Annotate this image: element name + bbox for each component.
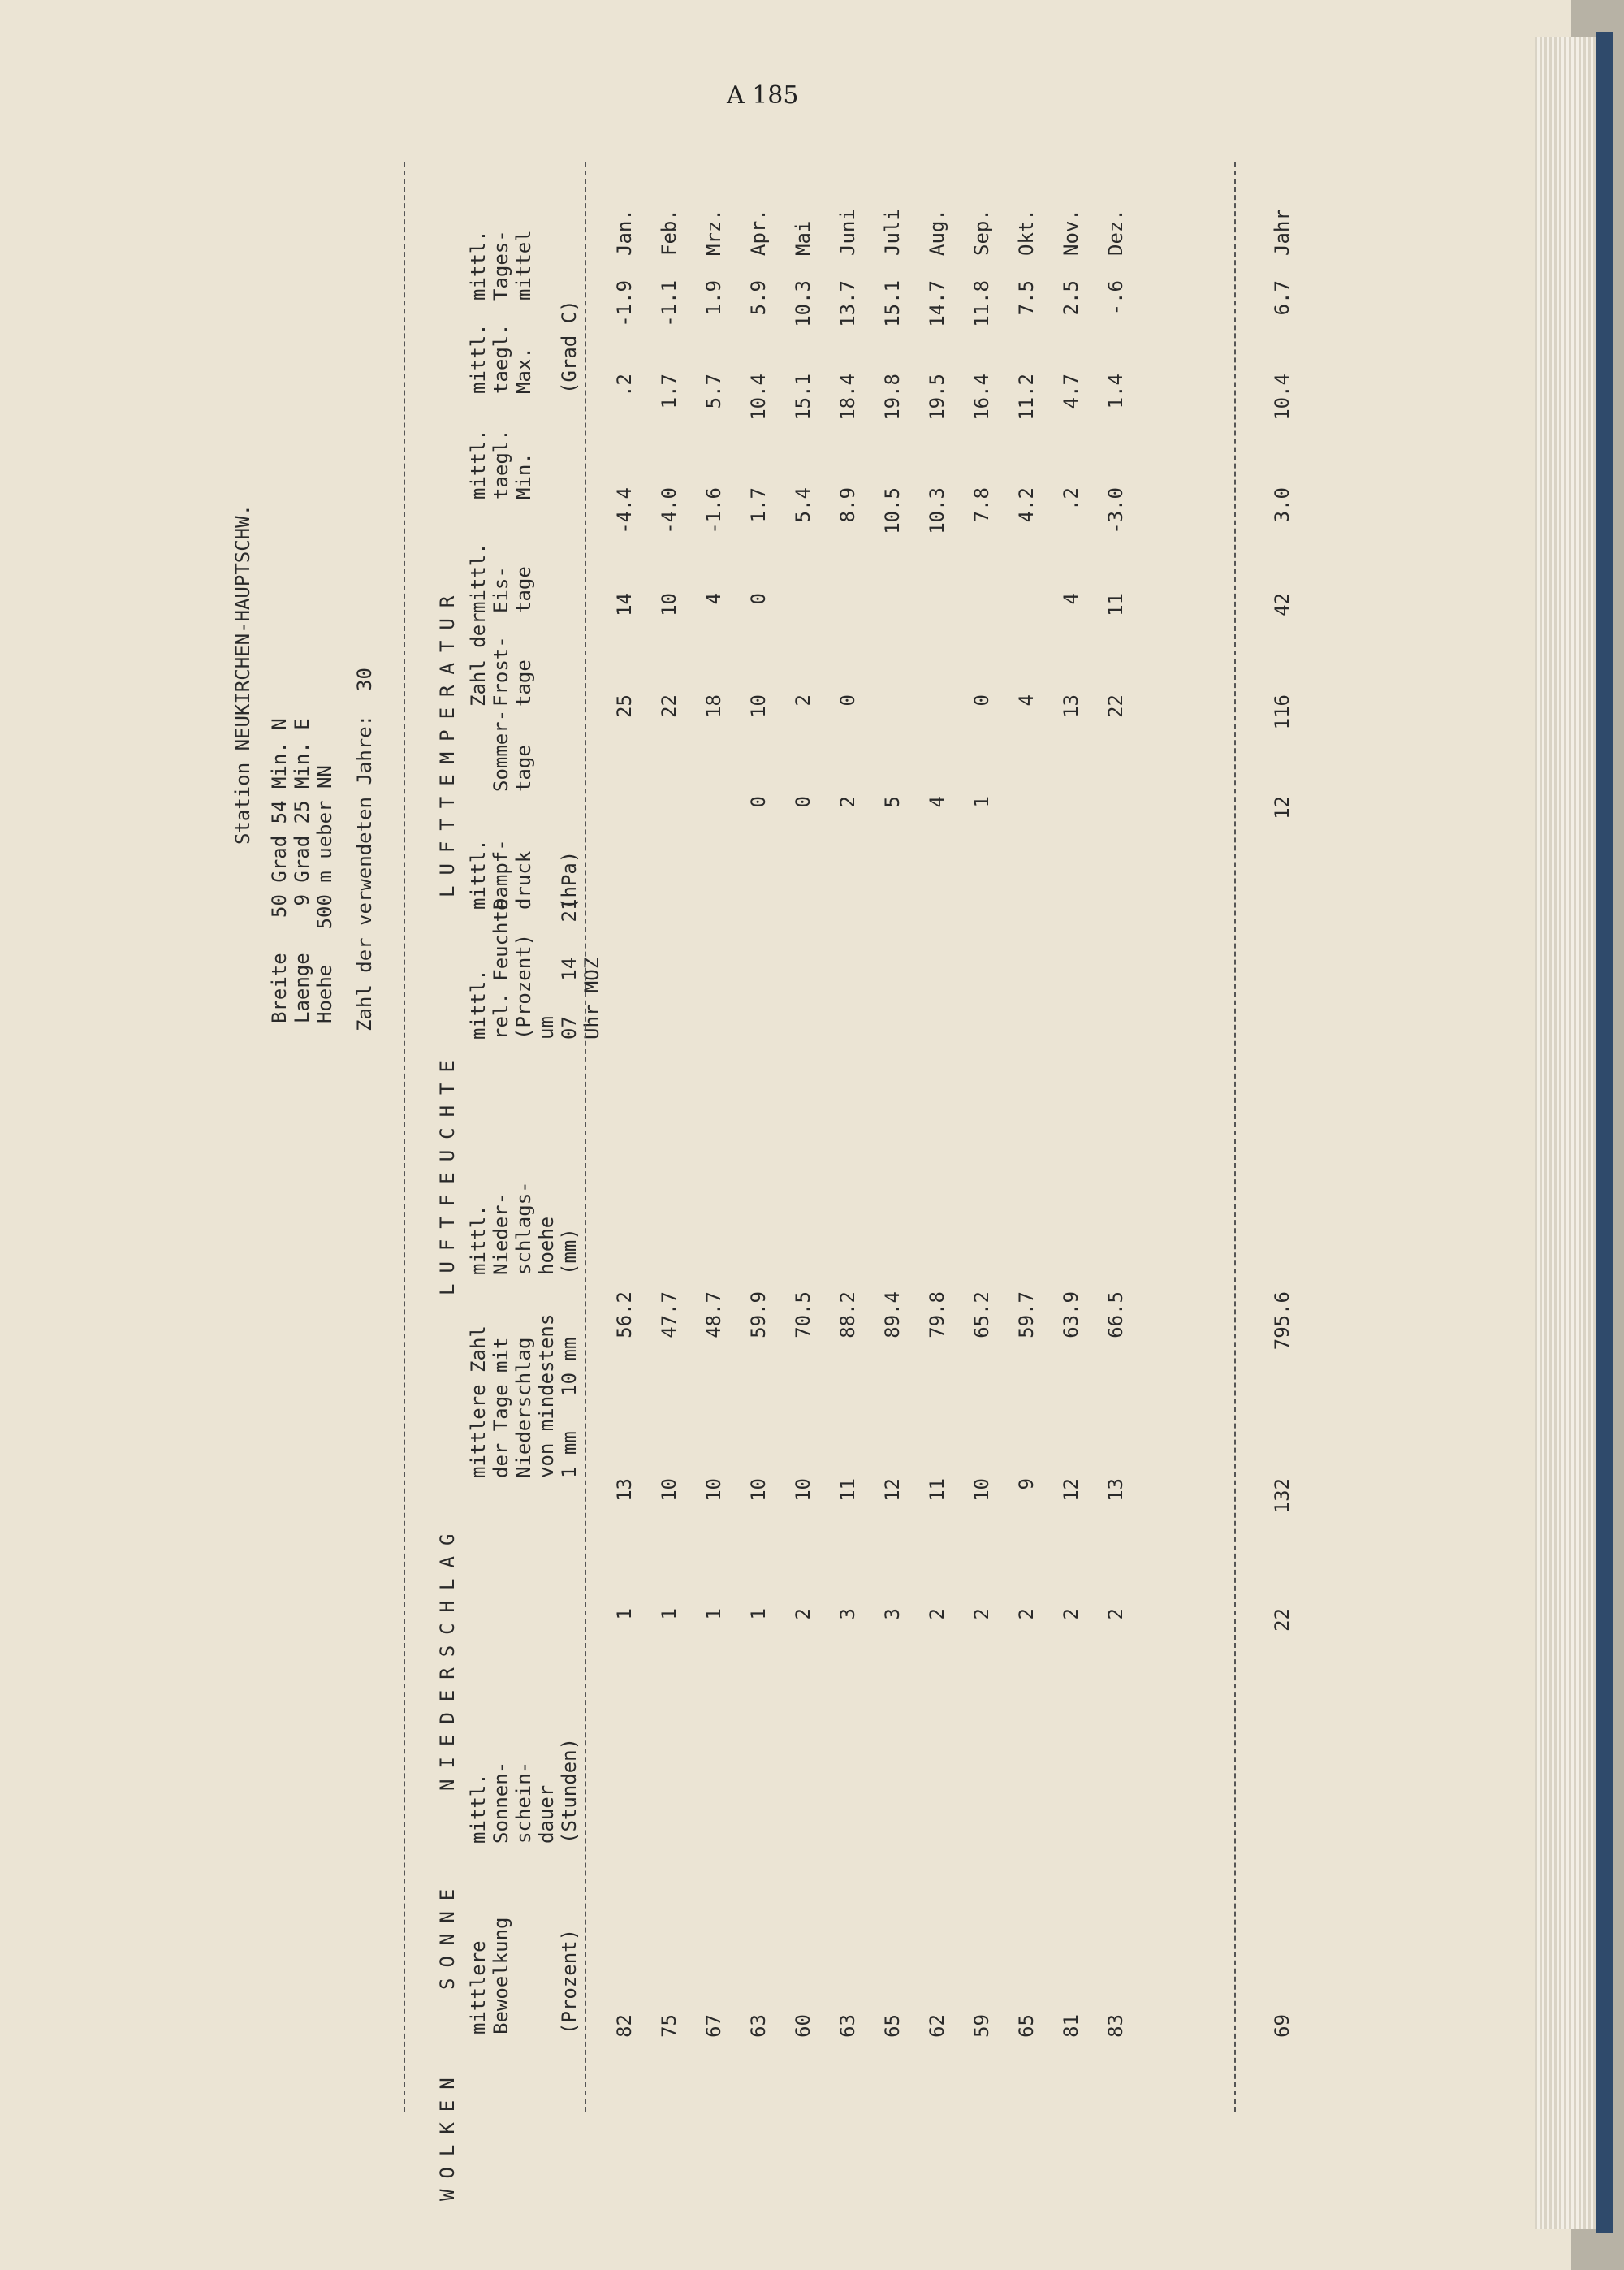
cell-n1: 10 xyxy=(702,1478,725,1502)
cell-month: Feb. xyxy=(658,209,680,256)
cell-min: 10.3 xyxy=(926,487,948,534)
cell-nied: 65.2 xyxy=(970,1291,993,1338)
cell-n10: 22 xyxy=(1271,1608,1294,1632)
cell-eis: 11 xyxy=(1104,593,1127,616)
column-header-4: Zahl der Frost- tage xyxy=(467,612,535,707)
cell-wolken: 69 xyxy=(1271,2014,1294,2038)
cell-wolken: 65 xyxy=(1015,2014,1038,2038)
cell-min: -4.0 xyxy=(658,487,680,534)
cell-min: 10.5 xyxy=(881,487,904,534)
cell-min: 3.0 xyxy=(1271,487,1294,523)
cell-nied: 59.9 xyxy=(747,1291,770,1338)
cell-max: 10.4 xyxy=(1271,374,1294,421)
column-header-3: mittl. Eis- tage xyxy=(467,543,535,613)
cell-sommer: 0 xyxy=(792,796,814,808)
cell-sommer: 4 xyxy=(926,796,948,808)
cell-mean: 11.8 xyxy=(970,280,993,327)
cell-nied: 89.4 xyxy=(881,1291,904,1338)
column-header-0: mittl. Tages- mittel xyxy=(467,230,535,301)
cell-eis: 4 xyxy=(1060,593,1082,605)
cell-max: 5.7 xyxy=(702,374,725,409)
group-luftfeuchte: LUFTFEUCHTE xyxy=(436,1050,459,1295)
cell-max: 11.2 xyxy=(1015,374,1038,421)
cell-frost: 13 xyxy=(1060,694,1082,718)
cell-month: Jan. xyxy=(613,209,636,256)
cell-frost: 18 xyxy=(702,694,725,718)
page-number: A 185 xyxy=(727,81,799,110)
cell-n10: 1 xyxy=(613,1608,636,1620)
group-wolken: WOLKEN xyxy=(436,2067,459,2201)
cell-sommer: 0 xyxy=(747,796,770,808)
cell-min: 7.8 xyxy=(970,487,993,523)
cell-n1: 13 xyxy=(1104,1478,1127,1502)
cell-month: Dez. xyxy=(1104,209,1127,256)
cell-nied: 47.7 xyxy=(658,1291,680,1338)
cell-frost: 2 xyxy=(792,694,814,707)
column-header-7: mittl. rel. Feuchte (Prozent) um 07 14 21 Uhr MOZ xyxy=(467,898,603,1040)
column-header-9: mittlere Zahl der Tage mit Niederschlag von mindestens 1 mm 10 mm xyxy=(467,1313,581,1478)
cell-eis: 4 xyxy=(702,593,725,605)
cell-max: 15.1 xyxy=(792,374,814,421)
cell-month: Aug. xyxy=(926,209,948,256)
cell-mean: 6.7 xyxy=(1271,280,1294,316)
divider-bottom xyxy=(1234,162,1236,2112)
cell-min: 1.7 xyxy=(747,487,770,523)
cell-min: 8.9 xyxy=(836,487,859,523)
cell-n1: 13 xyxy=(613,1478,636,1502)
cell-n10: 2 xyxy=(926,1608,948,1620)
cell-eis: 14 xyxy=(613,593,636,616)
cell-mean: 2.5 xyxy=(1060,280,1082,316)
cell-n10: 2 xyxy=(1060,1608,1082,1620)
cell-n10: 3 xyxy=(881,1608,904,1620)
cell-n1: 10 xyxy=(747,1478,770,1502)
cell-month: Juli xyxy=(881,209,904,256)
cell-eis: 0 xyxy=(747,593,770,605)
cell-wolken: 59 xyxy=(970,2014,993,2038)
cell-month: Nov. xyxy=(1060,209,1082,256)
cell-mean: -1.9 xyxy=(613,280,636,327)
column-header-6: mittl. Dampf- druck (hPa) xyxy=(467,839,581,910)
station-line-3: Hoehe 500 m ueber NN xyxy=(313,765,336,1023)
cell-mean: 15.1 xyxy=(881,280,904,327)
column-header-1: mittl. taegl. Max. (Grad C) xyxy=(467,300,581,394)
cell-n1: 10 xyxy=(658,1478,680,1502)
cell-wolken: 67 xyxy=(702,2014,725,2038)
cell-min: -4.4 xyxy=(613,487,636,534)
cell-n1: 11 xyxy=(836,1478,859,1502)
cell-wolken: 83 xyxy=(1104,2014,1127,2038)
cell-max: 19.8 xyxy=(881,374,904,421)
cell-frost: 22 xyxy=(658,694,680,718)
cell-mean: -1.1 xyxy=(658,280,680,327)
cell-mean: 7.5 xyxy=(1015,280,1038,316)
cell-nied: 63.9 xyxy=(1060,1291,1082,1338)
cell-mean: 14.7 xyxy=(926,280,948,327)
cell-mean: 1.9 xyxy=(702,280,725,316)
cell-n10: 1 xyxy=(702,1608,725,1620)
cell-sommer: 12 xyxy=(1271,796,1294,819)
cell-n10: 2 xyxy=(1015,1608,1038,1620)
group-sonne: SONNE xyxy=(436,1878,459,1990)
cell-max: 18.4 xyxy=(836,374,859,421)
column-header-5: Sommer- tage xyxy=(490,709,535,792)
cell-nied: 59.7 xyxy=(1015,1291,1038,1338)
cell-max: 16.4 xyxy=(970,374,993,421)
cell-n10: 2 xyxy=(970,1608,993,1620)
cell-min: 5.4 xyxy=(792,487,814,523)
cell-max: 4.7 xyxy=(1060,374,1082,409)
cell-n10: 1 xyxy=(658,1608,680,1620)
cell-eis: 10 xyxy=(658,593,680,616)
cell-min: 4.2 xyxy=(1015,487,1038,523)
cell-nied: 66.5 xyxy=(1104,1291,1127,1338)
cell-n10: 1 xyxy=(747,1608,770,1620)
cell-month: Okt. xyxy=(1015,209,1038,256)
cell-nied: 70.5 xyxy=(792,1291,814,1338)
cell-sommer: 2 xyxy=(836,796,859,808)
cell-frost: 22 xyxy=(1104,694,1127,718)
cell-month: Mrz. xyxy=(702,209,725,256)
column-header-11: mittl. Sonnen- schein- dauer (Stunden) xyxy=(467,1737,581,1844)
cell-n10: 2 xyxy=(792,1608,814,1620)
column-header-12: mittlere Bewoelkung (Prozent) xyxy=(467,1917,581,2034)
cell-min: -3.0 xyxy=(1104,487,1127,534)
cell-max: 1.7 xyxy=(658,374,680,409)
station-title: Station NEUKIRCHEN-HAUPTSCHW. xyxy=(231,504,254,845)
cell-mean: 5.9 xyxy=(747,280,770,316)
cell-n1: 132 xyxy=(1271,1478,1294,1514)
cell-wolken: 82 xyxy=(613,2014,636,2038)
cell-wolken: 81 xyxy=(1060,2014,1082,2038)
cell-month: Jahr xyxy=(1271,209,1294,256)
cell-n10: 3 xyxy=(836,1608,859,1620)
years-used: Zahl der verwendeten Jahre: 30 xyxy=(353,668,376,1031)
cell-frost: 10 xyxy=(747,694,770,718)
cell-min: -1.6 xyxy=(702,487,725,534)
divider-top xyxy=(404,162,405,2112)
cell-month: Mai xyxy=(792,220,814,256)
cell-month: Apr. xyxy=(747,209,770,256)
cell-max: 1.4 xyxy=(1104,374,1127,409)
cell-max: .2 xyxy=(613,374,636,397)
cell-wolken: 75 xyxy=(658,2014,680,2038)
cell-wolken: 63 xyxy=(747,2014,770,2038)
cell-nied: 56.2 xyxy=(613,1291,636,1338)
column-header-2: mittl. taegl. Min. xyxy=(467,429,535,499)
cell-mean: 13.7 xyxy=(836,280,859,327)
cell-n1: 10 xyxy=(792,1478,814,1502)
cell-month: Sep. xyxy=(970,209,993,256)
cell-mean: -.6 xyxy=(1104,280,1127,316)
station-line-1: Breite 50 Grad 54 Min. N xyxy=(268,718,291,1023)
cell-n1: 10 xyxy=(970,1478,993,1502)
cell-frost: 0 xyxy=(970,694,993,707)
cell-wolken: 63 xyxy=(836,2014,859,2038)
cell-wolken: 62 xyxy=(926,2014,948,2038)
group-lufttemperatur: LUFTTEMPERATUR xyxy=(436,585,459,897)
cell-frost: 116 xyxy=(1271,694,1294,730)
cell-mean: 10.3 xyxy=(792,280,814,327)
cell-n1: 9 xyxy=(1015,1478,1038,1490)
cell-wolken: 60 xyxy=(792,2014,814,2038)
cell-nied: 79.8 xyxy=(926,1291,948,1338)
cell-max: 19.5 xyxy=(926,374,948,421)
divider-header xyxy=(585,162,586,2112)
cell-month: Juni xyxy=(836,209,859,256)
cell-min: .2 xyxy=(1060,487,1082,511)
cell-frost: 25 xyxy=(613,694,636,718)
cell-wolken: 65 xyxy=(881,2014,904,2038)
cell-max: 10.4 xyxy=(747,374,770,421)
page-edges xyxy=(1535,37,1604,2229)
cell-n1: 12 xyxy=(1060,1478,1082,1502)
cell-n10: 2 xyxy=(1104,1608,1127,1620)
cell-sommer: 1 xyxy=(970,796,993,808)
cell-n1: 12 xyxy=(881,1478,904,1502)
cell-nied: 88.2 xyxy=(836,1291,859,1338)
cell-frost: 4 xyxy=(1015,694,1038,707)
cell-sommer: 5 xyxy=(881,796,904,808)
cell-n1: 11 xyxy=(926,1478,948,1502)
book-binding xyxy=(1596,32,1613,2233)
group-niederschlag: NIEDERSCHLAG xyxy=(436,1523,459,1791)
cell-nied: 48.7 xyxy=(702,1291,725,1338)
station-line-2: Laenge 9 Grad 25 Min. E xyxy=(291,718,313,1023)
column-header-8: mittl. Nieder- schlags- hoehe (mm) xyxy=(467,1181,581,1275)
cell-frost: 0 xyxy=(836,694,859,707)
cell-nied: 795.6 xyxy=(1271,1291,1294,1351)
climate-table xyxy=(223,162,1294,2201)
cell-eis: 42 xyxy=(1271,593,1294,616)
